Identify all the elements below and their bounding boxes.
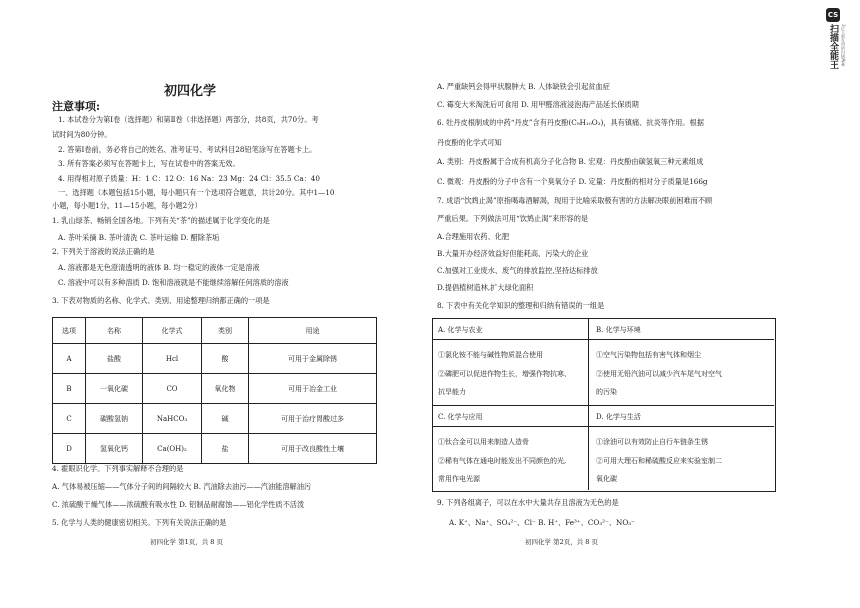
logo-badge: CS (826, 8, 840, 22)
table-cell: 可用于金属除锈 (249, 344, 377, 374)
table-header: 选项 (53, 318, 86, 344)
notice-line: 试时间为80分钟。 (52, 130, 112, 139)
question-7-option: B.大量开办经济效益好但能耗高、污染大的企业 (437, 249, 589, 258)
table-cell-header: B. 化学与环境 (596, 326, 641, 334)
table-cell: CO (143, 374, 202, 404)
table-cell: ②稀有气体在通电时能发出不同颜色的光, (438, 457, 567, 465)
table-header: 名称 (86, 318, 143, 344)
table-cell: 盐 (202, 434, 249, 464)
notice-line: 2. 答第Ⅰ卷前，务必将自己的姓名、准考证号、考试科目28铅笔涂写在答题卡上。 (58, 145, 317, 154)
table-cell: 氧化碳 (596, 475, 617, 483)
question-7-option: D.提倡植树造林,扩大绿化面积 (437, 283, 534, 292)
question-9: 9. 下列各组离子，可以在水中大量共存且溶液为无色的是 (437, 498, 619, 507)
question-7: 严重后果。下列做法可用“饮鸩止渴”来形容的是 (437, 214, 589, 223)
table-cell: ②使用无铅汽油可以减少汽车尾气对空气 (596, 370, 722, 378)
question-6: 丹皮酚的化学式可知 (437, 138, 502, 147)
table-cell: ②可用大理石和稀硫酸反应来实验室制二 (596, 457, 722, 465)
table-cell: D (53, 434, 86, 464)
question-6: 6. 牡丹皮根制成的中药“丹皮”含有丹皮酚(C₉H₁₀O₃)，具有镇痛、抗炎等作用。根据 (437, 118, 704, 127)
notice-line: 1. 本试卷分为第Ⅰ卷（选择题）和第Ⅱ卷（非选择题）两部分，共8页，共70分。考 (58, 115, 319, 124)
page-footer: 初四化学 第1页，共 8 页 (150, 538, 223, 546)
question-2: 2. 下列关于溶液的说法正确的是 (52, 247, 155, 256)
camscanner-logo (826, 8, 846, 80)
table-cell: 氧化物 (202, 374, 249, 404)
table-divider (588, 318, 589, 490)
page-title: 初四化学 (164, 84, 217, 99)
table-header: 化学式 (143, 318, 202, 344)
table-cell: 碱 (202, 404, 249, 434)
question-1-options: A. 茶叶采摘 B. 茶叶清洗 C. 茶叶运输 D. 醋除茶垢 (58, 233, 220, 242)
page-footer: 初四化学 第2页，共 8 页 (525, 538, 598, 546)
table-row (53, 434, 377, 464)
table-cell-header: D. 化学与生活 (596, 413, 641, 421)
notice-line: 3. 所有答案必须写在答题卡上，写在试卷中的答案无效。 (58, 159, 240, 168)
notice-line: 4. 用得相对原子质量：H：1 C：12 O：16 Na：23 Mg：24 Cl：35.5 Ca：40 (58, 174, 320, 183)
table-cell: ②磷肥可以促进作物生长，增强作物抗寒、 (438, 370, 571, 378)
table-header: 类别 (202, 318, 249, 344)
question-3: 3. 下表对物质的名称、化学式、类别、用途整理归纳都正确的一项是 (52, 296, 270, 305)
question-3-table (52, 317, 377, 464)
table-cell: 的污染 (596, 388, 617, 396)
table-cell: A (53, 344, 86, 374)
table-cell: 碳酸氢钠 (86, 404, 143, 434)
table-cell: 可用于改良酸性土壤 (249, 434, 377, 464)
table-cell: ①空气污染物包括有害气体和烟尘 (596, 351, 701, 359)
table-cell: 氢氧化钙 (86, 434, 143, 464)
table-cell: 可用于冶金工业 (249, 374, 377, 404)
table-divider (432, 405, 774, 406)
table-cell: 盐酸 (86, 344, 143, 374)
table-divider (432, 426, 774, 427)
table-header: 用途 (249, 318, 377, 344)
question-1: 1. 乳山绿茶、畅销全国各地。下列有关“茶”的描述属于化学变化的是 (52, 216, 270, 225)
logo-subtitle: 3亿人都在用的扫描App (841, 24, 846, 67)
table-cell-header: C. 化学与应用 (438, 413, 483, 421)
table-cell: 常用作电光源 (438, 475, 480, 483)
table-cell: 抗旱能力 (438, 388, 466, 396)
question-5: 5. 化学与人类的健康密切相关。下列有关说法正确的是 (52, 518, 227, 527)
table-cell: B (53, 374, 86, 404)
table-cell: ①氯化铵不能与碱性物质混合使用 (438, 351, 543, 359)
question-5-options: C. 霉变大米淘洗后可食用 D. 用甲醛溶液浸泡海产品延长保质期 (437, 100, 639, 109)
table-cell: NaHCO₃ (143, 404, 202, 434)
table-cell: Ca(OH)₂ (143, 434, 202, 464)
question-7: 7. 成语“饮鸩止渴”原指喝毒酒解渴，现用于比喻采取极有害的方法解决眼前困难而不顾 (437, 196, 713, 205)
question-7-option: C.加强对工业废水、废气的排放监控,坚持达标排放 (437, 266, 598, 275)
section-heading: 小题，每小题1分，11—15小题，每小题2分） (52, 201, 202, 210)
question-6-options: A. 类别：丹皮酚属于合成有机高分子化合物 B. 宏观：丹皮酚由碳氢氧三种元素组成 (437, 157, 704, 166)
notice-heading: 注意事项: (52, 100, 101, 113)
question-4: 4. 霍眼识化学。下列事实解释不合理的是 (52, 464, 184, 473)
table-row (53, 404, 377, 434)
table-divider (432, 339, 774, 340)
question-2-options: C. 溶液中可以有多种溶质 D. 饱和溶液就是不能继续溶解任何溶质的溶液 (58, 278, 289, 287)
table-row (53, 374, 377, 404)
question-4-options: A. 气体易被压缩——气体分子间的间隔较大 B. 汽油除去油污——汽油能溶解油污 (52, 482, 312, 491)
question-2-options: A. 溶液都是无色澄清透明的液体 B. 均一稳定的液体一定是溶液 (58, 263, 260, 272)
table-cell: 一氧化碳 (86, 374, 143, 404)
logo-name: 扫描全能王 (828, 24, 838, 69)
question-5-options: A. 严重缺钙会得甲状腺肿大 B. 人体缺铁会引起贫血症 (437, 82, 610, 91)
question-7-option: A.合理施用农药、化肥 (437, 232, 510, 241)
question-9-options: A. K⁺、Na⁺、SO₄²⁻、Cl⁻ B. H⁺、Fe³⁺、CO₃²⁻、NO₃⁻ (449, 518, 635, 527)
table-cell-header: A. 化学与农业 (438, 326, 483, 334)
table-cell: 可用于治疗胃酸过多 (249, 404, 377, 434)
table-cell: ①钛合金可以用来制造人造骨 (438, 438, 529, 446)
question-4-options: C. 浓硫酸干燥气体——浓硫酸有吸水性 D. 铝制品耐腐蚀——铝化学性质不活泼 (52, 500, 305, 509)
table-cell: C (53, 404, 86, 434)
table-cell: ①涂油可以有效防止自行车链条生锈 (596, 438, 708, 446)
section-heading: 一、选择题（本题包括15小题，每小题只有一个选项符合题意，共计20分。其中1—10 (58, 188, 335, 197)
question-8: 8. 下表中有关化学知识的整理和归纳有错误的一组是 (437, 301, 605, 310)
table-row (53, 344, 377, 374)
table-cell: Hcl (143, 344, 202, 374)
table-cell: 酸 (202, 344, 249, 374)
question-6-options: C. 微观：丹皮酚的分子中含有一个臭氧分子 D. 定量：丹皮酚的相对分子质量是166g (437, 177, 708, 186)
